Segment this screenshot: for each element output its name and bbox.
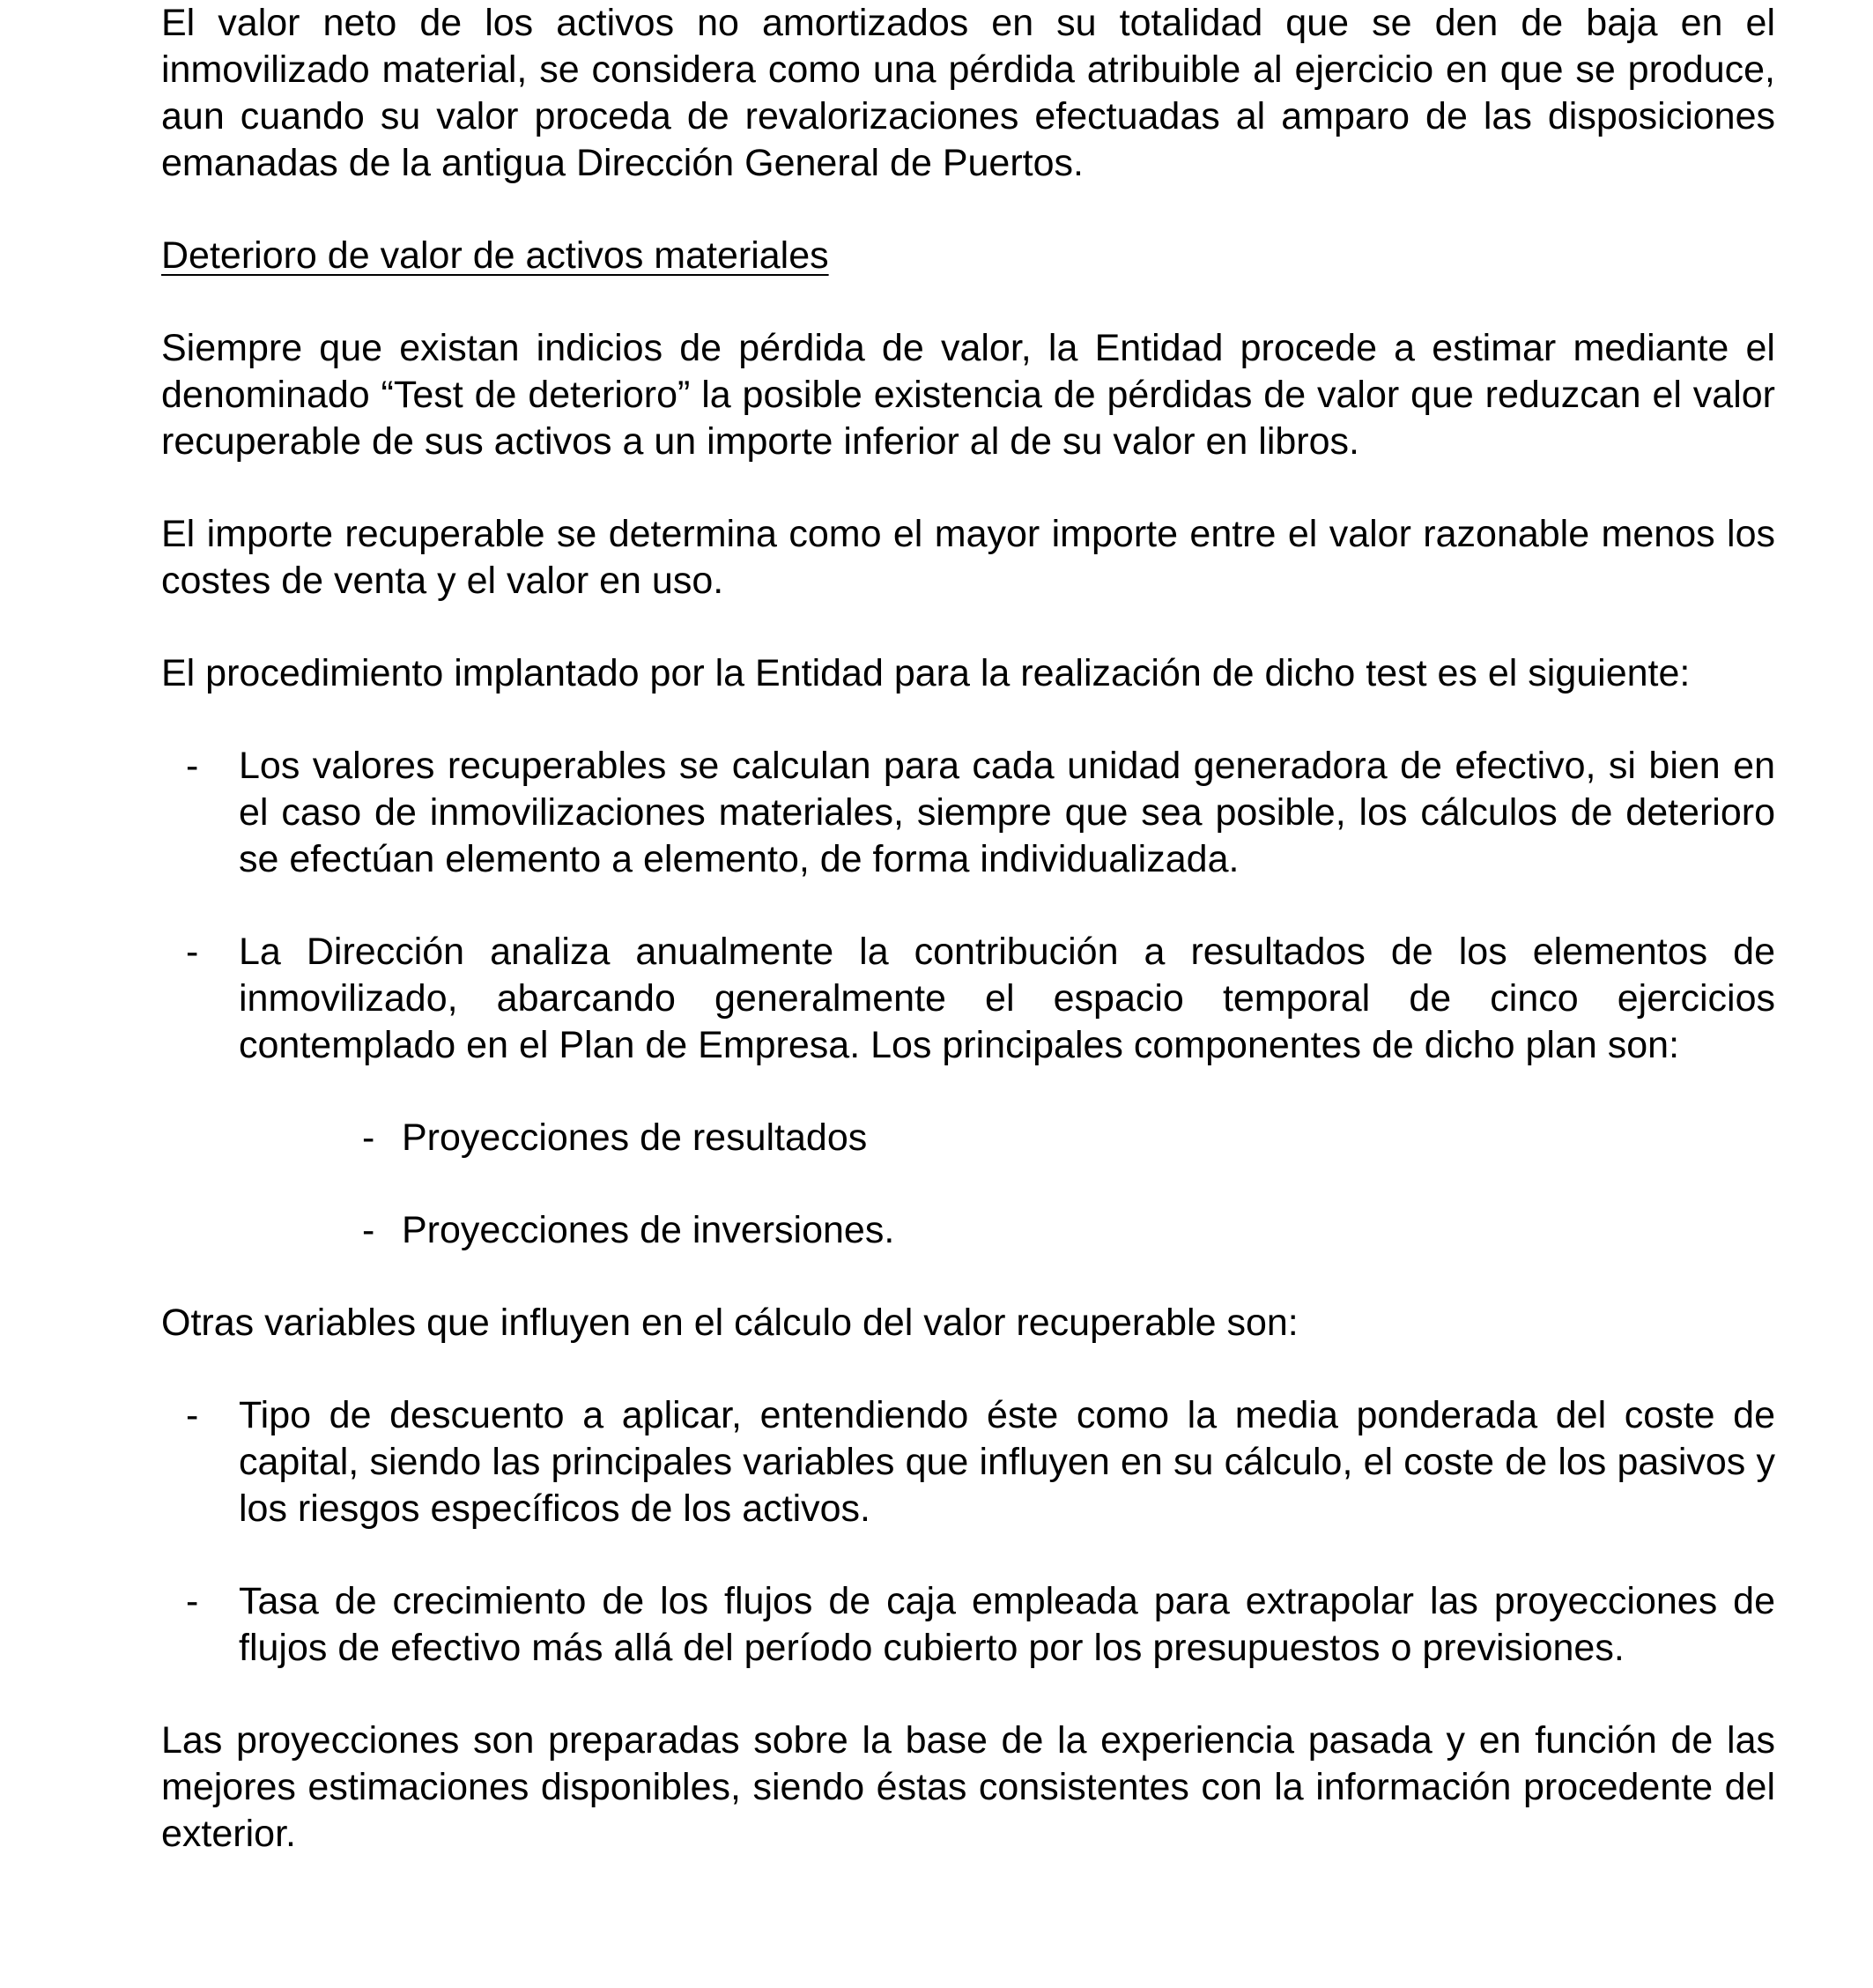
list-item	[161, 1115, 1775, 1161]
paragraph-impairment-test: Siempre que existan indicios de pérdida de valor, la Entidad procede a estimar mediante el denominado “Test de deterioro” la posible existencia de pérdidas de valor que reduzcan el valor recuperable de sus activos a un importe inferior al de su valor en libros.	[161, 327, 1775, 463]
document-body	[161, 0, 1775, 1903]
list-dash: -	[362, 1116, 375, 1159]
list-dash: -	[186, 745, 199, 787]
paragraph-projections: Las proyecciones son preparadas sobre la base de la experiencia pasada y en función de las mejores estimaciones disponibles, siendo éstas consistentes con la información procedente del exterior.	[161, 1719, 1775, 1855]
list-dash: -	[186, 931, 199, 973]
list-item	[161, 743, 1775, 883]
paragraph-asset-disposal: El valor neto de los activos no amortizados en su totalidad que se den de baja en el inmovilizado material, se considera como una pérdida atribuible al ejercicio en que se produce, aun cuando su valor proceda de revalorizaciones efectuadas al amparo de las disposiciones emanadas de la antigua Dirección General de Puertos.	[161, 2, 1775, 184]
list-item	[161, 929, 1775, 1069]
list-item	[161, 1207, 1775, 1254]
variables-list	[161, 1392, 1775, 1672]
section-heading: Deterioro de valor de activos materiales	[161, 234, 829, 277]
list-item-text: Proyecciones de resultados	[402, 1116, 868, 1159]
paragraph-other-variables: Otras variables que influyen en el cálculo del valor recuperable son:	[161, 1302, 1299, 1344]
list-item	[161, 1578, 1775, 1672]
plan-components-list	[161, 1115, 1775, 1254]
list-dash: -	[362, 1209, 375, 1251]
list-item-text: Los valores recuperables se calculan para cada unidad generadora de efectivo, si bien en el caso de inmovilizaciones materiales, siempre que sea posible, los cálculos de deterioro se efectúan elemento a elemento, de forma individualizada.	[239, 745, 1775, 880]
list-item-text: Proyecciones de inversiones.	[402, 1209, 895, 1251]
list-dash: -	[186, 1580, 199, 1622]
paragraph-procedure-intro: El procedimiento implantado por la Entidad para la realización de dicho test es el siguiente:	[161, 652, 1691, 694]
list-item-text: Tipo de descuento a aplicar, entendiendo éste como la media ponderada del coste de capital, siendo las principales variables que influyen en su cálculo, el coste de los pasivos y los riesgos específicos de los activos.	[239, 1394, 1775, 1530]
list-dash: -	[186, 1394, 199, 1436]
list-item	[161, 1392, 1775, 1532]
list-item-text: La Dirección analiza anualmente la contribución a resultados de los elementos de inmovilizado, abarcando generalmente el espacio temporal de cinco ejercicios contemplado en el Plan de Empresa. Los principales componentes de dicho plan son:	[239, 931, 1775, 1066]
paragraph-recoverable-amount: El importe recuperable se determina como el mayor importe entre el valor razonable menos los costes de venta y el valor en uso.	[161, 513, 1775, 602]
list-item-text: Tasa de crecimiento de los flujos de caja empleada para extrapolar las proyecciones de flujos de efectivo más allá del período cubierto por los presupuestos o previsiones.	[239, 1580, 1775, 1669]
procedure-list	[161, 743, 1775, 1069]
